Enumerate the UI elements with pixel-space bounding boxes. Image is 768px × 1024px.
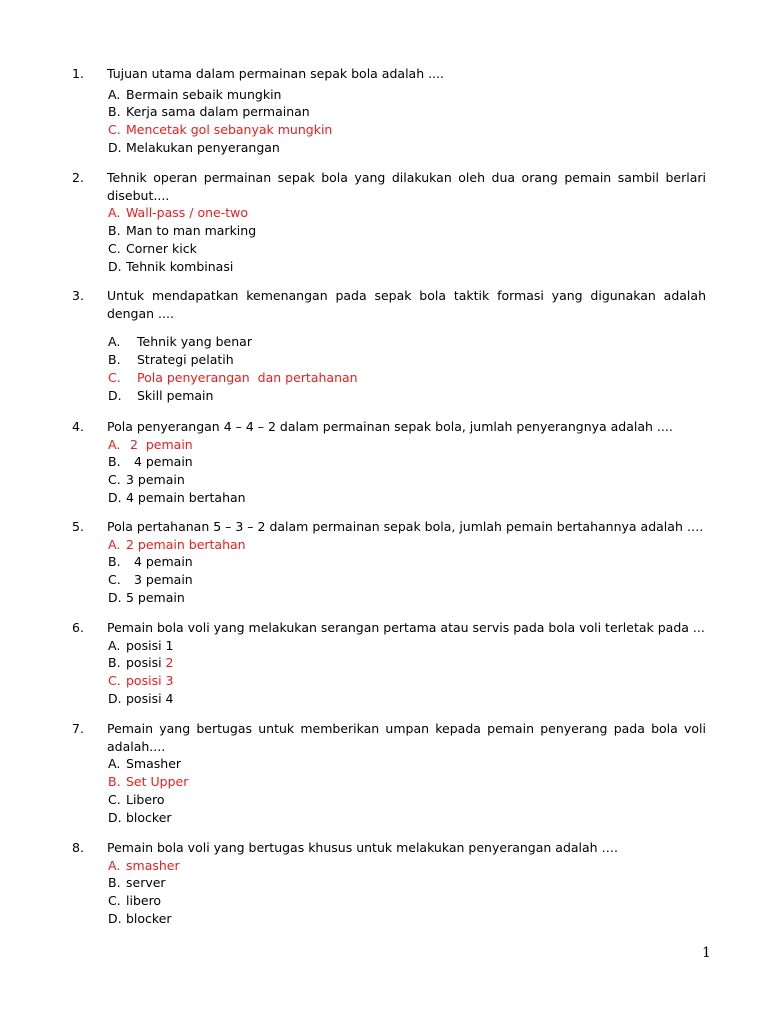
option-b: B. posisi 2: [108, 655, 174, 671]
question-5-prompt: [72, 518, 706, 536]
question-1-prompt: [72, 65, 706, 83]
question-number: 4.: [72, 419, 84, 434]
question-number: 8.: [72, 840, 84, 855]
question-3-options: [72, 333, 706, 405]
option-d: D. posisi 4: [108, 691, 174, 707]
option-c-correct: C. Pola penyerangan dan pertahanan: [108, 369, 358, 385]
question-4-options: [72, 436, 706, 508]
question-4: [72, 418, 706, 507]
question-number: 7.: [72, 721, 84, 736]
option-a: A. Tehnik yang benar: [108, 334, 252, 349]
option-b: B. Man to man marking: [108, 222, 257, 238]
question-7: [72, 720, 706, 827]
option-a-correct: A. 2 pemain bertahan: [108, 536, 246, 552]
option-c: C. Libero: [108, 791, 165, 807]
highlighted-number: 2: [165, 655, 174, 671]
option-b-correct: B. Set Upper: [108, 773, 189, 789]
question-5-options: [72, 536, 706, 608]
question-8-options: [72, 857, 706, 929]
option-c: C. Corner kick: [108, 240, 197, 256]
question-8: [72, 839, 706, 928]
question-number: 1.: [72, 66, 84, 81]
question-number: 6.: [72, 620, 84, 635]
option-c: C. libero: [108, 893, 162, 909]
option-d: D. 4 pemain bertahan: [108, 490, 246, 506]
option-b: B. Kerja sama dalam permainan: [108, 104, 310, 120]
question-6-prompt: [72, 619, 706, 637]
question-3: [72, 287, 706, 405]
question-7-prompt: [72, 720, 706, 755]
option-d: D. 5 pemain: [108, 590, 185, 606]
question-text: Pola penyerangan 4 – 4 – 2 dalam permainan sepak bola, jumlah penyerangnya adalah ....: [107, 419, 673, 434]
question-6: [72, 619, 706, 708]
option-a-correct: A. 2 pemain: [108, 436, 193, 452]
option-d: D. Melakukan penyerangan: [108, 140, 280, 156]
question-text: Tehnik operan permainan sepak bola yang dilakukan oleh dua orang pemain sambil berlari disebut....: [107, 170, 706, 203]
question-number: 5.: [72, 519, 84, 534]
question-1: [72, 65, 706, 157]
option-a: A. Smasher: [108, 756, 182, 771]
question-8-prompt: [72, 839, 706, 857]
option-a: A. posisi 1: [108, 637, 174, 653]
option-b: B. 4 pemain: [108, 454, 193, 470]
option-c-correct: C. Mencetak gol sebanyak mungkin: [108, 122, 333, 138]
option-b: B. 4 pemain: [108, 554, 193, 570]
question-2-options: [72, 204, 706, 276]
option-a-correct: A. Wall-pass / one-two: [108, 205, 248, 220]
question-6-options: [72, 637, 706, 709]
question-4-prompt: [72, 418, 706, 436]
option-c-correct: C. posisi 3: [108, 673, 174, 689]
question-text: Tujuan utama dalam permainan sepak bola adalah ....: [107, 66, 444, 81]
option-b: B. server: [108, 875, 166, 891]
option-d: D. blocker: [108, 911, 172, 927]
question-number: 3.: [72, 288, 84, 303]
option-d: D. Skill pemain: [108, 387, 214, 403]
option-a-correct: A. smasher: [108, 857, 180, 873]
question-1-options: [72, 86, 706, 158]
option-c: C. 3 pemain: [108, 572, 193, 588]
option-d: D. blocker: [108, 809, 172, 825]
option-b: B. Strategi pelatih: [108, 351, 234, 367]
page-number: 1: [702, 945, 711, 961]
question-2: [72, 169, 706, 276]
question-3-prompt: [72, 287, 706, 322]
option-a: A. Bermain sebaik mungkin: [108, 86, 282, 102]
question-7-options: [72, 755, 706, 827]
option-c: C. 3 pemain: [108, 472, 185, 488]
question-text: Pemain bola voli yang melakukan serangan pertama atau servis pada bola voli terletak pada ...: [107, 620, 705, 635]
question-text: Pemain bola voli yang bertugas khusus untuk melakukan penyerangan adalah ….: [107, 840, 619, 855]
option-d: D. Tehnik kombinasi: [108, 258, 234, 274]
question-number: 2.: [72, 170, 84, 185]
question-text: Pola pertahanan 5 – 3 – 2 dalam permainan sepak bola, jumlah pemain bertahannya adalah ….: [107, 519, 704, 534]
question-text: Untuk mendapatkan kemenangan pada sepak bola taktik formasi yang digunakan adalah dengan ....: [107, 288, 706, 321]
question-5: [72, 518, 706, 607]
question-text: Pemain yang bertugas untuk memberikan umpan kepada pemain penyerang pada bola voli adalah....: [107, 721, 706, 754]
question-2-prompt: [72, 169, 706, 204]
